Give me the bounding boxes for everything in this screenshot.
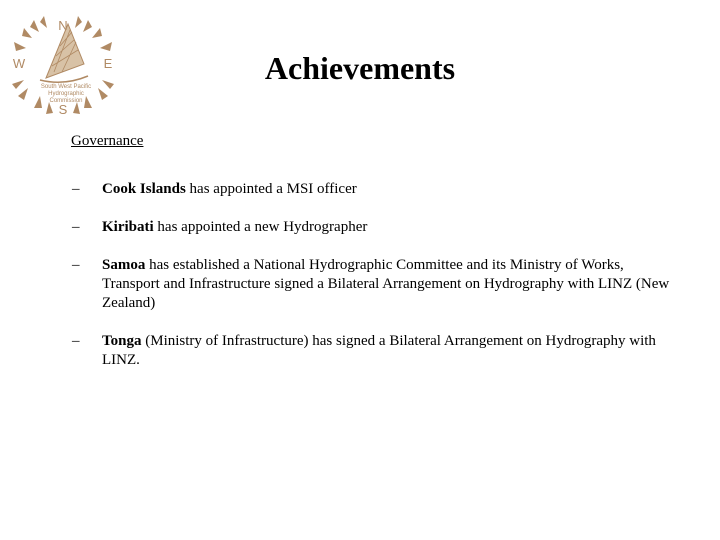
item-text: has established a National Hydrographic Committee and its Ministry of Works, Transport and Infrastructure signed a Bilateral Arrangement on Hydrography with LINZ (New Zealand) — [102, 257, 670, 311]
bullet-dash: – — [72, 257, 80, 273]
logo-letter-w: W — [12, 56, 26, 71]
item-text: (Ministry of Infrastructure) has signed a Bilateral Arrangement on Hydrography with LINZ. — [102, 333, 656, 368]
logo-letter-s: S — [58, 102, 68, 117]
bullet-dash: – — [72, 181, 80, 197]
country-name: Tonga — [102, 333, 142, 349]
country-name: Cook Islands — [102, 181, 186, 197]
logo-letter-e: E — [103, 56, 113, 71]
bullet-dash: – — [72, 333, 80, 349]
achievement-list — [72, 180, 682, 389]
logo-text-line-3: Commission — [49, 98, 83, 104]
slide-title — [0, 48, 720, 88]
section-heading: Governance — [71, 133, 144, 149]
logo-text-line-1: South West Pacific — [40, 84, 92, 90]
list-item-tonga — [72, 332, 682, 370]
logo-text-line-2: Hydrographic — [48, 91, 84, 97]
list-item-kiribati — [72, 218, 682, 237]
logo-letter-n: N — [58, 18, 68, 33]
slide-title-text: Achievements — [264, 50, 456, 86]
country-name: Samoa — [102, 257, 146, 273]
country-name: Kiribati — [102, 219, 154, 235]
item-text: has appointed a MSI officer — [185, 181, 357, 197]
list-item-samoa — [72, 256, 682, 313]
item-text: has appointed a new Hydrographer — [153, 219, 368, 235]
bullet-dash: – — [72, 219, 80, 235]
list-item-cook-islands — [72, 180, 682, 199]
